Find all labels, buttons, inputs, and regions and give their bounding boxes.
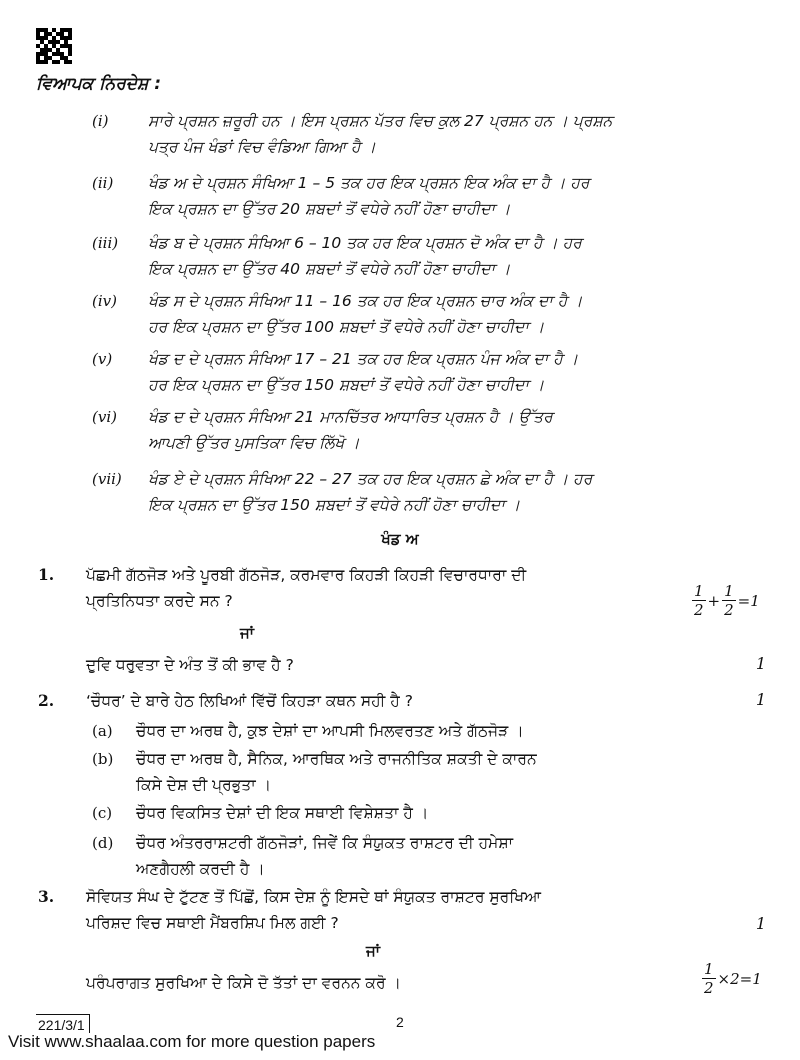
- plus-sign: +: [707, 591, 721, 610]
- fraction-numerator: 1: [704, 960, 714, 978]
- option-line: ਚੌਧਰ ਦਾ ਅਰਥ ਹੈ, ਕੁਝ ਦੇਸ਼ਾਂ ਦਾ ਆਪਸੀ ਮਿਲਵਰਤਣ ਅਤੇ ਗੱਠਜੋੜ ।: [136, 722, 524, 740]
- question-1-alt-marks: 1: [755, 654, 766, 673]
- instruction-line: ਖੰਡ ਏ ਦੇ ਪ੍ਰਸ਼ਨ ਸੰਖਿਆ 22 – 27 ਤਕ ਹਰ ਇਕ ਪ੍ਰਸ਼ਨ ਛੇ ਅੰਕ ਦਾ ਹੈ । ਹਰ: [148, 470, 593, 488]
- instruction-number: (i): [92, 112, 109, 130]
- instruction-line: ਖੰਡ ਦ ਦੇ ਪ੍ਰਸ਼ਨ ਸੰਖਿਆ 17 – 21 ਤਕ ਹਰ ਇਕ ਪ੍ਰਸ਼ਨ ਪੰਜ ਅੰਕ ਦਾ ਹੈ ।: [148, 350, 579, 368]
- option-a: [92, 718, 742, 744]
- instruction-number: (vii): [92, 470, 122, 488]
- option-c: [92, 800, 742, 826]
- question-line: ਪੱਛਮੀ ਗੱਠਜੋੜ ਅਤੇ ਪੂਰਬੀ ਗੱਠਜੋੜ, ਕਰਮਵਾਰ ਕਿਹੜੀ ਕਿਹੜੀ ਵਿਚਾਰਧਾਰਾ ਦੀ: [86, 566, 527, 584]
- option-line: ਚੌਧਰ ਵਿਕਸਿਤ ਦੇਸ਼ਾਂ ਦੀ ਇਕ ਸਥਾਈ ਵਿਸ਼ੇਸ਼ਤਾ ਹੈ ।: [136, 804, 429, 822]
- instruction-item: [92, 288, 732, 340]
- instruction-number: (v): [92, 350, 113, 368]
- instruction-item: [92, 404, 732, 456]
- instruction-line: ਆਪਣੀ ਉੱਤਰ ਪੁਸਤਿਕਾ ਵਿਚ ਲਿੱਖੋ ।: [148, 434, 360, 452]
- question-1-marks: [690, 582, 760, 619]
- instruction-line: ਸਾਰੇ ਪ੍ਰਸ਼ਨ ਜ਼ਰੂਰੀ ਹਨ । ਇਸ ਪ੍ਰਸ਼ਨ ਪੱਤਰ ਵਿਚ ਕੁਲ 27 ਪ੍ਰਸ਼ਨ ਹਨ । ਪ੍ਰਸ਼ਨ: [148, 112, 613, 130]
- instruction-item: [92, 170, 732, 222]
- fraction-numerator: 1: [694, 582, 704, 600]
- question-2-marks: 1: [755, 690, 766, 709]
- question-1: [38, 562, 768, 614]
- instruction-line: ਹਰ ਇਕ ਪ੍ਰਸ਼ਨ ਦਾ ਉੱਤਰ 150 ਸ਼ਬਦਾਂ ਤੋਂ ਵਧੇਰੇ ਨਹੀਂ ਹੋਣਾ ਚਾਹੀਦਾ ।: [148, 376, 545, 394]
- fraction-numerator: 1: [724, 582, 734, 600]
- question-line: ‘ਚੌਧਰ’ ਦੇ ਬਾਰੇ ਹੇਠ ਲਿਖਿਆਂ ਵਿੱਚੋਂ ਕਿਹੜਾ ਕਥਨ ਸਹੀ ਹੈ ?: [86, 692, 413, 710]
- paper-code: 221/3/1: [36, 1014, 90, 1033]
- question-line: ਸੋਵਿਯਤ ਸੰਘ ਦੇ ਟੁੱਟਣ ਤੋਂ ਪਿੱਛੋਂ, ਕਿਸ ਦੇਸ਼ ਨੂੰ ਇਸਦੇ ਥਾਂ ਸੰਯੁਕਤ ਰਾਸ਼ਟਰ ਸੁਰਖਿਆ: [86, 888, 541, 906]
- option-label: (b): [92, 750, 114, 768]
- footer-note: Visit www.shaalaa.com for more question papers: [8, 1032, 376, 1051]
- or-label: ਜਾਂ: [366, 942, 381, 960]
- question-2: [38, 688, 768, 714]
- option-d: [92, 830, 742, 882]
- instruction-item: [92, 230, 732, 282]
- question-3-alt-marks: [700, 960, 762, 997]
- fraction-denominator: 2: [704, 979, 714, 997]
- question-number: 1.: [38, 565, 55, 584]
- option-label: (a): [92, 722, 113, 740]
- fraction-denominator: 2: [724, 601, 734, 619]
- section-title: ਖੰਡ ਅ: [381, 530, 419, 548]
- marks-result: =1: [737, 591, 760, 610]
- question-line: ਪਰੰਪਰਾਗਤ ਸੁਰਖਿਆ ਦੇ ਕਿਸੇ ਦੋ ਤੱਤਾਂ ਦਾ ਵਰਨਨ ਕਰੋ ।: [86, 974, 401, 992]
- instruction-line: ਪਤ੍ਰ ਪੰਜ ਖੰਡਾਂ ਵਿਚ ਵੰਡਿਆ ਗਿਆ ਹੈ ।: [148, 138, 376, 156]
- question-line: ਪਰਿਸ਼ਦ ਵਿਚ ਸਥਾਈ ਮੈਂਬਰਸ਼ਿਪ ਮਿਲ ਗਈ ?: [86, 914, 339, 932]
- instruction-number: (iii): [92, 234, 119, 252]
- marks-result: ×2=1: [717, 969, 762, 988]
- option-line: ਚੌਧਰ ਦਾ ਅਰਥ ਹੈ, ਸੈਨਿਕ, ਆਰਥਿਕ ਅਤੇ ਰਾਜਨੀਤਿਕ ਸ਼ਕਤੀ ਦੇ ਕਾਰਨ: [136, 750, 537, 768]
- question-number: 3.: [38, 887, 55, 906]
- option-line: ਚੌਧਰ ਅੰਤਰਰਾਸ਼ਟਰੀ ਗੱਠਜੋੜਾਂ, ਜਿਵੇਂ ਕਿ ਸੰਯੁਕਤ ਰਾਸ਼ਟਰ ਦੀ ਹਮੇਸ਼ਾ: [136, 834, 514, 852]
- question-line: ਪ੍ਰਤਿਨਿਧਤਾ ਕਰਦੇ ਸਨ ?: [86, 592, 233, 610]
- instruction-line: ਖੰਡ ਬ ਦੇ ਪ੍ਰਸ਼ਨ ਸੰਖਿਆ 6 – 10 ਤਕ ਹਰ ਇਕ ਪ੍ਰਸ਼ਨ ਦੋ ਅੰਕ ਦਾ ਹੈ । ਹਰ: [148, 234, 582, 252]
- option-line: ਅਣਗੈਹਲੀ ਕਰਦੀ ਹੈ ।: [136, 860, 265, 878]
- instruction-line: ਖੰਡ ਦ ਦੇ ਪ੍ਰਸ਼ਨ ਸੰਖਿਆ 21 ਮਾਨਚਿੱਤਰ ਆਧਾਰਿਤ ਪ੍ਰਸ਼ਨ ਹੈ । ਉੱਤਰ: [148, 408, 553, 426]
- option-label: (d): [92, 834, 114, 852]
- instruction-item: [92, 108, 732, 160]
- instruction-line: ਇਕ ਪ੍ਰਸ਼ਨ ਦਾ ਉੱਤਰ 150 ਸ਼ਬਦਾਂ ਤੋਂ ਵਧੇਰੇ ਨਹੀਂ ਹੋਣਾ ਚਾਹੀਦਾ ।: [148, 496, 521, 514]
- instruction-item: [92, 346, 732, 398]
- question-1-alternative: [38, 652, 768, 678]
- fraction-denominator: 2: [694, 601, 704, 619]
- instruction-number: (ii): [92, 174, 114, 192]
- instruction-item: [92, 466, 732, 518]
- instruction-line: ਇਕ ਪ੍ਰਸ਼ਨ ਦਾ ਉੱਤਰ 40 ਸ਼ਬਦਾਂ ਤੋਂ ਵਧੇਰੇ ਨਹੀਂ ਹੋਣਾ ਚਾਹੀਦਾ ।: [148, 260, 511, 278]
- option-label: (c): [92, 804, 113, 822]
- instruction-number: (vi): [92, 408, 117, 426]
- question-3-marks: 1: [755, 914, 766, 933]
- question-number: 2.: [38, 691, 55, 710]
- question-3: [38, 884, 768, 936]
- instruction-line: ਇਕ ਪ੍ਰਸ਼ਨ ਦਾ ਉੱਤਰ 20 ਸ਼ਬਦਾਂ ਤੋਂ ਵਧੇਰੇ ਨਹੀਂ ਹੋਣਾ ਚਾਹੀਦਾ ।: [148, 200, 511, 218]
- or-label: ਜਾਂ: [240, 624, 255, 642]
- page-number: 2: [396, 1014, 404, 1030]
- instruction-line: ਖੰਡ ਸ ਦੇ ਪ੍ਰਸ਼ਨ ਸੰਖਿਆ 11 – 16 ਤਕ ਹਰ ਇਕ ਪ੍ਰਸ਼ਨ ਚਾਰ ਅੰਕ ਦਾ ਹੈ ।: [148, 292, 583, 310]
- question-line: ਦੁਵਿ ਧਰੁਵਤਾ ਦੇ ਅੰਤ ਤੋਂ ਕੀ ਭਾਵ ਹੈ ?: [86, 656, 294, 674]
- qr-code-icon: [36, 28, 72, 64]
- instructions-heading: ਵਿਆਪਕ ਨਿਰਦੇਸ਼ :: [36, 74, 162, 94]
- question-3-alternative: [38, 970, 768, 996]
- instruction-number: (iv): [92, 292, 117, 310]
- instruction-line: ਹਰ ਇਕ ਪ੍ਰਸ਼ਨ ਦਾ ਉੱਤਰ 100 ਸ਼ਬਦਾਂ ਤੋਂ ਵਧੇਰੇ ਨਹੀਂ ਹੋਣਾ ਚਾਹੀਦਾ ।: [148, 318, 545, 336]
- option-b: [92, 746, 742, 798]
- instruction-line: ਖੰਡ ਅ ਦੇ ਪ੍ਰਸ਼ਨ ਸੰਖਿਆ 1 – 5 ਤਕ ਹਰ ਇਕ ਪ੍ਰਸ਼ਨ ਇਕ ਅੰਕ ਦਾ ਹੈ । ਹਰ: [148, 174, 590, 192]
- option-line: ਕਿਸੇ ਦੇਸ਼ ਦੀ ਪ੍ਰਭੁਤਾ ।: [136, 776, 272, 794]
